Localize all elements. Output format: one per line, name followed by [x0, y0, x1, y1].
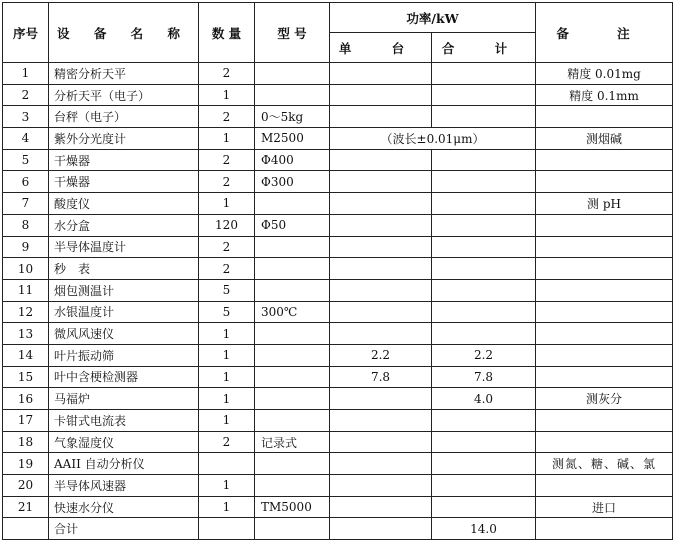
row-qty: 2: [199, 258, 255, 280]
row-total-power: [432, 63, 536, 85]
table-row: [3, 301, 673, 323]
row-qty: 1: [199, 128, 255, 150]
row-qty: 2: [199, 63, 255, 85]
row-model: [255, 323, 330, 345]
row-total-power: [432, 431, 536, 453]
table-row: [3, 258, 673, 280]
table-row: [3, 279, 673, 301]
row-total-power: [432, 475, 536, 497]
row-note: [536, 171, 673, 193]
row-name: 叶片振动筛: [49, 344, 199, 366]
row-unit-power: 2.2: [330, 344, 432, 366]
row-name: 烟包测温计: [49, 279, 199, 301]
table-row: [3, 128, 673, 150]
row-qty: 5: [199, 279, 255, 301]
row-model: TM5000: [255, 496, 330, 518]
row-index: 2: [3, 84, 49, 106]
row-total-power: [432, 84, 536, 106]
table-row: [3, 106, 673, 128]
row-qty: 1: [199, 388, 255, 410]
row-unit-power: [330, 214, 432, 236]
summary-total-power: 14.0: [432, 518, 536, 540]
row-qty: 1: [199, 193, 255, 215]
row-index: 12: [3, 301, 49, 323]
table-row: [3, 193, 673, 215]
row-total-power: [432, 279, 536, 301]
row-index: 13: [3, 323, 49, 345]
row-name: 台秤（电子）: [49, 106, 199, 128]
header-unit: 单 台: [330, 33, 432, 63]
table-row: [3, 149, 673, 171]
row-note: [536, 431, 673, 453]
header-note: 备 注: [536, 3, 673, 63]
row-name: 干燥器: [49, 149, 199, 171]
row-model: [255, 236, 330, 258]
summary-qty: [199, 518, 255, 540]
summary-label: 合计: [49, 518, 199, 540]
row-model: [255, 388, 330, 410]
row-unit-power: [330, 106, 432, 128]
summary-model: [255, 518, 330, 540]
row-model: [255, 344, 330, 366]
row-unit-power: [330, 193, 432, 215]
row-qty: 1: [199, 410, 255, 432]
row-total-power: [432, 301, 536, 323]
row-index: 17: [3, 410, 49, 432]
row-qty: 1: [199, 496, 255, 518]
row-unit-power: [330, 84, 432, 106]
row-unit-power: [330, 258, 432, 280]
header-total: 合 计: [432, 33, 536, 63]
row-index: 5: [3, 149, 49, 171]
row-name: 叶中含梗检测器: [49, 366, 199, 388]
table-row: [3, 496, 673, 518]
row-unit-power: [330, 149, 432, 171]
row-index: 15: [3, 366, 49, 388]
row-note: [536, 344, 673, 366]
row-unit-power: 7.8: [330, 366, 432, 388]
header-model: 型 号: [255, 3, 330, 63]
row-note: 进口: [536, 496, 673, 518]
row-unit-power: [330, 301, 432, 323]
row-total-power: 7.8: [432, 366, 536, 388]
row-unit-power: [330, 323, 432, 345]
row-name: 紫外分光度计: [49, 128, 199, 150]
row-index: 9: [3, 236, 49, 258]
table-row: [3, 431, 673, 453]
row-name: 秒 表: [49, 258, 199, 280]
row-model: [255, 366, 330, 388]
row-unit-power: [330, 431, 432, 453]
row-note: [536, 106, 673, 128]
row-unit-power: [330, 475, 432, 497]
row-note: [536, 258, 673, 280]
row-name: 水分盒: [49, 214, 199, 236]
row-index: 19: [3, 453, 49, 475]
row-total-power: [432, 453, 536, 475]
table-row: [3, 475, 673, 497]
row-name: 精密分析天平: [49, 63, 199, 85]
row-model: [255, 258, 330, 280]
table-row: [3, 344, 673, 366]
row-note: 测氮、糖、碱、氯: [536, 453, 673, 475]
table-row: [3, 63, 673, 85]
row-qty: 2: [199, 149, 255, 171]
row-model: M2500: [255, 128, 330, 150]
row-index: 11: [3, 279, 49, 301]
table-row: [3, 453, 673, 475]
row-note: [536, 475, 673, 497]
row-model: [255, 84, 330, 106]
row-qty: 5: [199, 301, 255, 323]
row-note: 精度 0.01mg: [536, 63, 673, 85]
row-index: 6: [3, 171, 49, 193]
summary-unit-power: [330, 518, 432, 540]
row-qty: 2: [199, 106, 255, 128]
row-total-power: [432, 236, 536, 258]
row-name: 半导体风速器: [49, 475, 199, 497]
row-unit-power: [330, 388, 432, 410]
row-note: [536, 279, 673, 301]
row-unit-power: [330, 63, 432, 85]
summary-index: [3, 518, 49, 540]
row-model: Φ400: [255, 149, 330, 171]
row-index: 10: [3, 258, 49, 280]
row-model: [255, 193, 330, 215]
row-index: 18: [3, 431, 49, 453]
row-power-note: （波长±0.01μm）: [330, 128, 536, 150]
row-note: [536, 366, 673, 388]
row-qty: 1: [199, 475, 255, 497]
row-index: 21: [3, 496, 49, 518]
row-model: [255, 63, 330, 85]
table-row: [3, 366, 673, 388]
header-row-1: [3, 3, 673, 33]
header-power: 功率/kW: [330, 3, 536, 33]
row-name: 酸度仪: [49, 193, 199, 215]
table-row: [3, 214, 673, 236]
row-name: 水银温度计: [49, 301, 199, 323]
row-name: 分析天平（电子）: [49, 84, 199, 106]
row-index: 7: [3, 193, 49, 215]
row-total-power: [432, 323, 536, 345]
row-qty: 120: [199, 214, 255, 236]
row-index: 8: [3, 214, 49, 236]
row-model: [255, 410, 330, 432]
row-unit-power: [330, 410, 432, 432]
row-model: [255, 453, 330, 475]
row-index: 3: [3, 106, 49, 128]
summary-row: [3, 518, 673, 540]
row-total-power: [432, 193, 536, 215]
row-unit-power: [330, 171, 432, 193]
row-unit-power: [330, 453, 432, 475]
row-name: 干燥器: [49, 171, 199, 193]
row-note: [536, 410, 673, 432]
row-index: 20: [3, 475, 49, 497]
row-total-power: 4.0: [432, 388, 536, 410]
row-unit-power: [330, 279, 432, 301]
row-total-power: [432, 171, 536, 193]
row-qty: 2: [199, 431, 255, 453]
row-note: 精度 0.1mm: [536, 84, 673, 106]
row-total-power: [432, 496, 536, 518]
table-row: [3, 84, 673, 106]
row-note: 测灰分: [536, 388, 673, 410]
header-index: 序号: [3, 3, 49, 63]
table-row: [3, 171, 673, 193]
row-total-power: [432, 106, 536, 128]
table-row: [3, 410, 673, 432]
row-qty: 1: [199, 84, 255, 106]
header-qty: 数 量: [199, 3, 255, 63]
row-model: 0～5kg: [255, 106, 330, 128]
row-note: [536, 214, 673, 236]
row-name: 微风风速仪: [49, 323, 199, 345]
row-qty: 1: [199, 323, 255, 345]
row-name: AAII 自动分析仪: [49, 453, 199, 475]
header-name: 设 备 名 称: [49, 3, 199, 63]
row-total-power: [432, 149, 536, 171]
row-qty: 2: [199, 236, 255, 258]
row-model: 记录式: [255, 431, 330, 453]
summary-note: [536, 518, 673, 540]
row-note: [536, 323, 673, 345]
row-index: 14: [3, 344, 49, 366]
row-index: 4: [3, 128, 49, 150]
row-model: Φ50: [255, 214, 330, 236]
row-total-power: [432, 214, 536, 236]
table-row: [3, 388, 673, 410]
row-qty: 1: [199, 366, 255, 388]
row-name: 马福炉: [49, 388, 199, 410]
row-name: 快速水分仪: [49, 496, 199, 518]
row-unit-power: [330, 236, 432, 258]
row-note: [536, 236, 673, 258]
row-model: Φ300: [255, 171, 330, 193]
row-qty: [199, 453, 255, 475]
row-unit-power: [330, 496, 432, 518]
row-name: 半导体温度计: [49, 236, 199, 258]
row-name: 卡钳式电流表: [49, 410, 199, 432]
row-name: 气象湿度仪: [49, 431, 199, 453]
table-row: [3, 323, 673, 345]
row-note: [536, 301, 673, 323]
table-row: [3, 236, 673, 258]
row-index: 1: [3, 63, 49, 85]
equipment-table: [2, 2, 673, 540]
row-total-power: [432, 258, 536, 280]
row-qty: 2: [199, 171, 255, 193]
row-model: [255, 279, 330, 301]
row-total-power: [432, 410, 536, 432]
row-note: [536, 149, 673, 171]
row-note: 测 pH: [536, 193, 673, 215]
row-total-power: 2.2: [432, 344, 536, 366]
row-model: 300℃: [255, 301, 330, 323]
row-index: 16: [3, 388, 49, 410]
row-qty: 1: [199, 344, 255, 366]
row-note: 测烟碱: [536, 128, 673, 150]
row-model: [255, 475, 330, 497]
